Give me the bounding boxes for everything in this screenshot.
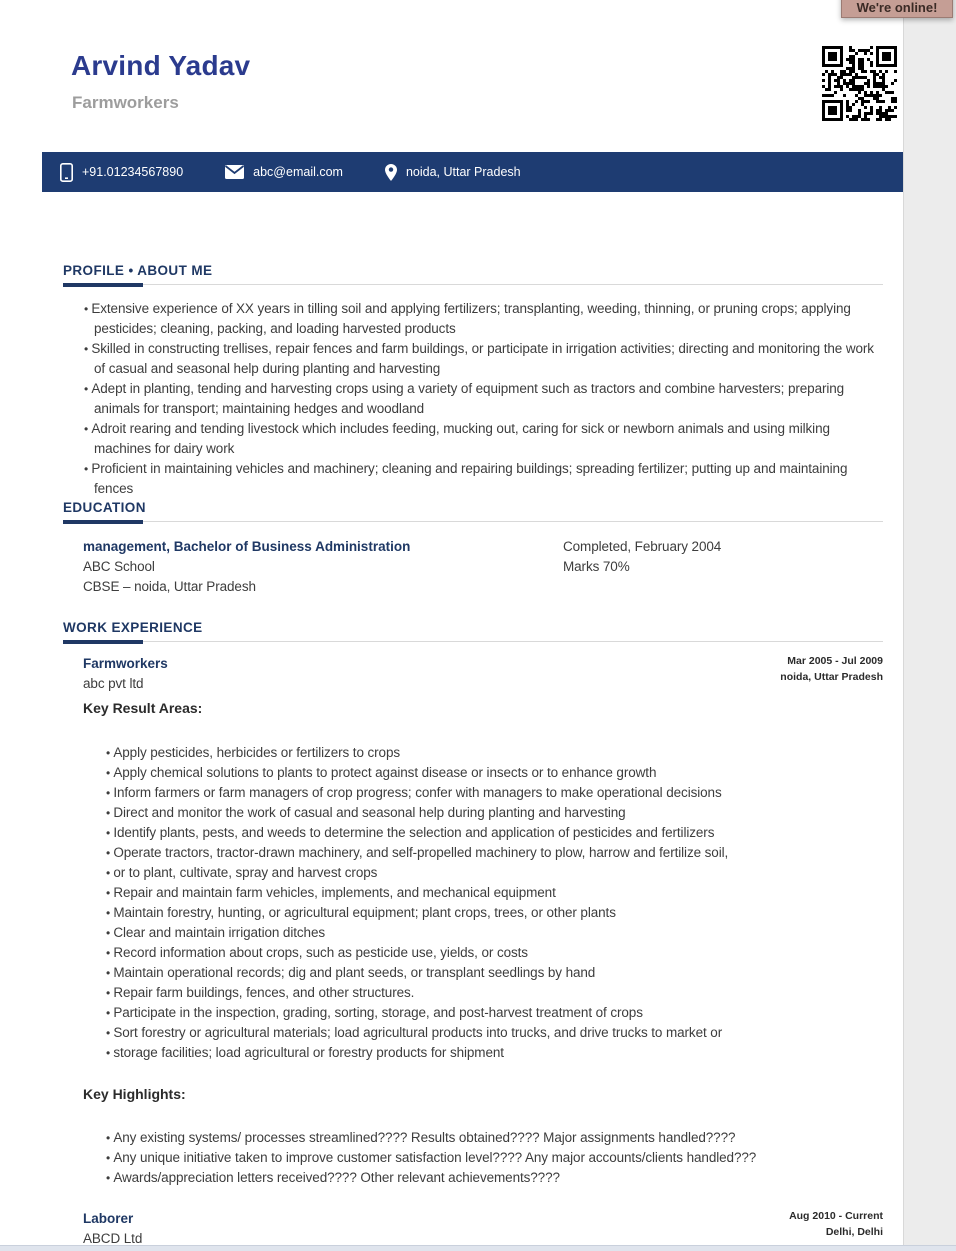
section-rule bbox=[63, 640, 883, 644]
job-location: Delhi, Delhi bbox=[825, 1226, 883, 1238]
section-rule bbox=[63, 283, 883, 287]
education-marks: Marks 70% bbox=[563, 559, 630, 574]
education-board: CBSE – noida, Uttar Pradesh bbox=[83, 579, 256, 594]
highlights-bullet-list bbox=[106, 1128, 786, 1188]
location-value: noida, Uttar Pradesh bbox=[405, 165, 521, 179]
job-company: ABCD Ltd bbox=[83, 1231, 143, 1246]
kra-bullet-list bbox=[106, 743, 766, 1063]
location-pin-icon bbox=[385, 164, 397, 181]
kra-bullet: • Operate tractors, tractor-drawn machinery, and self-propelled machinery to plow, harrow and fertilize soil, bbox=[106, 843, 766, 863]
education-school: ABC School bbox=[83, 559, 155, 574]
job-title: Farmworkers bbox=[83, 656, 168, 671]
kra-bullet: • Inform farmers or farm managers of crop progress; confer with managers to make operational decisions bbox=[106, 783, 766, 803]
contact-bar bbox=[42, 152, 903, 192]
profile-bullet: • Extensive experience of XX years in tilling soil and applying fertilizers; transplanting, weeding, thinning, or pruning crops; applying pesticides; cleaning, packing, and loading harvested products bbox=[84, 299, 884, 339]
kra-bullet: • or to plant, cultivate, spray and harvest crops bbox=[106, 863, 766, 883]
phone-value: +91.01234567890 bbox=[82, 165, 184, 179]
section-rule bbox=[63, 520, 883, 524]
kra-label: Key Result Areas: bbox=[83, 700, 203, 716]
kra-bullet: • Clear and maintain irrigation ditches bbox=[106, 923, 766, 943]
email-value: abc@email.com bbox=[253, 165, 343, 179]
kra-bullet: • Repair farm buildings, fences, and other structures. bbox=[106, 983, 766, 1003]
section-heading-work: WORK EXPERIENCE bbox=[63, 620, 203, 635]
section-heading-education: EDUCATION bbox=[63, 500, 146, 515]
email-icon bbox=[225, 165, 244, 179]
profile-bullet: • Adroit rearing and tending livestock which includes feeding, mucking out, caring for sick or newborn animals and using milking machines for dairy work bbox=[84, 419, 884, 459]
section-heading-profile: PROFILE • ABOUT ME bbox=[63, 263, 213, 278]
kra-bullet: • Apply chemical solutions to plants to protect against disease or insects or to enhance growth bbox=[106, 763, 766, 783]
kra-bullet: • storage facilities; load agricultural or forestry products for shipment bbox=[106, 1043, 766, 1063]
profile-bullet: • Skilled in constructing trellises, repair fences and farm buildings, or participate in irrigation activities; directing and monitoring the work of casual and seasonal help during planting and harvesting bbox=[84, 339, 884, 379]
job-company: abc pvt ltd bbox=[83, 676, 144, 691]
job-location: noida, Uttar Pradesh bbox=[780, 671, 883, 683]
contact-phone bbox=[60, 163, 183, 182]
kra-bullet: • Record information about crops, such as pesticide use, yields, or costs bbox=[106, 943, 766, 963]
profile-bullet: • Proficient in maintaining vehicles and machinery; cleaning and repairing buildings; spreading fertilizer; putting up and maintaining fences bbox=[84, 459, 884, 499]
candidate-name: Arvind Yadav bbox=[71, 50, 251, 81]
contact-email bbox=[225, 165, 343, 179]
page-right-margin bbox=[903, 0, 956, 1251]
highlight-bullet: • Any existing systems/ processes streamlined???? Results obtained???? Major assignments handled???? bbox=[106, 1128, 786, 1148]
contact-location bbox=[385, 164, 521, 181]
kra-bullet: • Repair and maintain farm vehicles, implements, and mechanical equipment bbox=[106, 883, 766, 903]
job-dates: Mar 2005 - Jul 2009 bbox=[787, 655, 883, 667]
kra-bullet: • Participate in the inspection, grading, sorting, storage, and post-harvest treatment of crops bbox=[106, 1003, 766, 1023]
page-bottom-edge bbox=[0, 1245, 956, 1251]
profile-bullet: • Adept in planting, tending and harvesting crops using a variety of equipment such as tractors and combine harvesters; preparing animals for transport; maintaining hedges and woodland bbox=[84, 379, 884, 419]
job-title: Laborer bbox=[83, 1211, 134, 1226]
phone-icon bbox=[60, 163, 73, 182]
highlight-bullet: • Awards/appreciation letters received???? Other relevant achievements???? bbox=[106, 1168, 786, 1188]
candidate-title: Farmworkers bbox=[72, 93, 179, 112]
profile-bullet-list bbox=[84, 299, 884, 499]
chat-status-label: We're online! bbox=[856, 0, 938, 15]
qr-code bbox=[822, 46, 897, 124]
highlights-label: Key Highlights: bbox=[83, 1086, 186, 1102]
education-degree: management, Bachelor of Business Administration bbox=[83, 539, 411, 554]
kra-bullet: • Maintain operational records; dig and plant seeds, or transplant seedlings by hand bbox=[106, 963, 766, 983]
kra-bullet: • Sort forestry or agricultural materials; load agricultural products into trucks, and drive trucks to market or bbox=[106, 1023, 766, 1043]
kra-bullet: • Apply pesticides, herbicides or fertilizers to crops bbox=[106, 743, 766, 763]
highlight-bullet: • Any unique initiative taken to improve customer satisfaction level???? Any major accounts/clients handled??? bbox=[106, 1148, 786, 1168]
kra-bullet: • Identify plants, pests, and weeds to determine the selection and application of pesticides and fertilizers bbox=[106, 823, 766, 843]
kra-bullet: • Direct and monitor the work of casual and seasonal help during planting and harvesting bbox=[106, 803, 766, 823]
chat-widget[interactable] bbox=[841, 0, 953, 18]
education-completed: Completed, February 2004 bbox=[563, 539, 722, 554]
kra-bullet: • Maintain forestry, hunting, or agricultural equipment; plant crops, trees, or other plants bbox=[106, 903, 766, 923]
job-dates: Aug 2010 - Current bbox=[789, 1210, 883, 1222]
